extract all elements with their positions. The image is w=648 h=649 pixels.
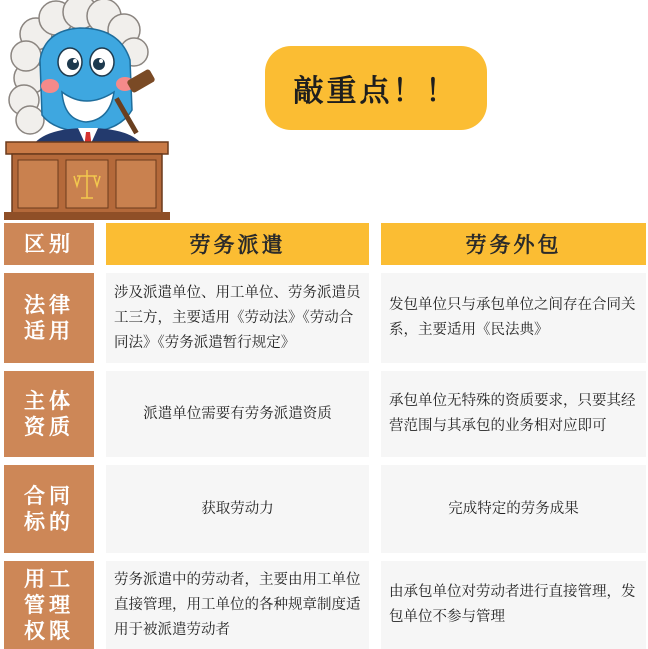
- judge-mascot-illustration: [0, 0, 175, 222]
- row-label-legal-basis: 法律 适用: [4, 273, 94, 363]
- cell-outsourcing-legal-basis: 发包单位只与承包单位之间存在合同关系，主要适用《民法典》: [381, 273, 646, 363]
- cell-dispatch-legal-basis: 涉及派遣单位、用工单位、劳务派遣员工三方，主要适用《劳动法》《劳动合同法》《劳务派遣暂行规定》: [106, 273, 369, 363]
- column-header-outsourcing: 劳务外包: [381, 223, 646, 265]
- cell-dispatch-contract-subject: 获取劳动力: [106, 465, 369, 553]
- column-header-dispatch: 劳务派遣: [106, 223, 369, 265]
- cell-outsourcing-contract-subject: 完成特定的劳务成果: [381, 465, 646, 553]
- cell-dispatch-management-authority: 劳务派遣中的劳动者，主要由用工单位直接管理，用工单位的各种规章制度适用于被派遣劳动者: [106, 561, 369, 649]
- table-corner-label: 区别: [4, 223, 94, 265]
- cell-dispatch-qualification: 派遣单位需要有劳务派遣资质: [106, 371, 369, 457]
- judge-desk-top: [6, 142, 168, 154]
- row-label-qualification: 主体 资质: [4, 371, 94, 457]
- row-label-contract-subject: 合同 标的: [4, 465, 94, 553]
- cell-outsourcing-management-authority: 由承包单位对劳动者进行直接管理，发包单位不参与管理: [381, 561, 646, 649]
- row-label-management-authority: 用工 管理 权限: [4, 561, 94, 649]
- key-points-banner: 敲重点！！: [265, 46, 487, 130]
- cell-outsourcing-qualification: 承包单位无特殊的资质要求，只要其经营范围与其承包的业务相对应即可: [381, 371, 646, 457]
